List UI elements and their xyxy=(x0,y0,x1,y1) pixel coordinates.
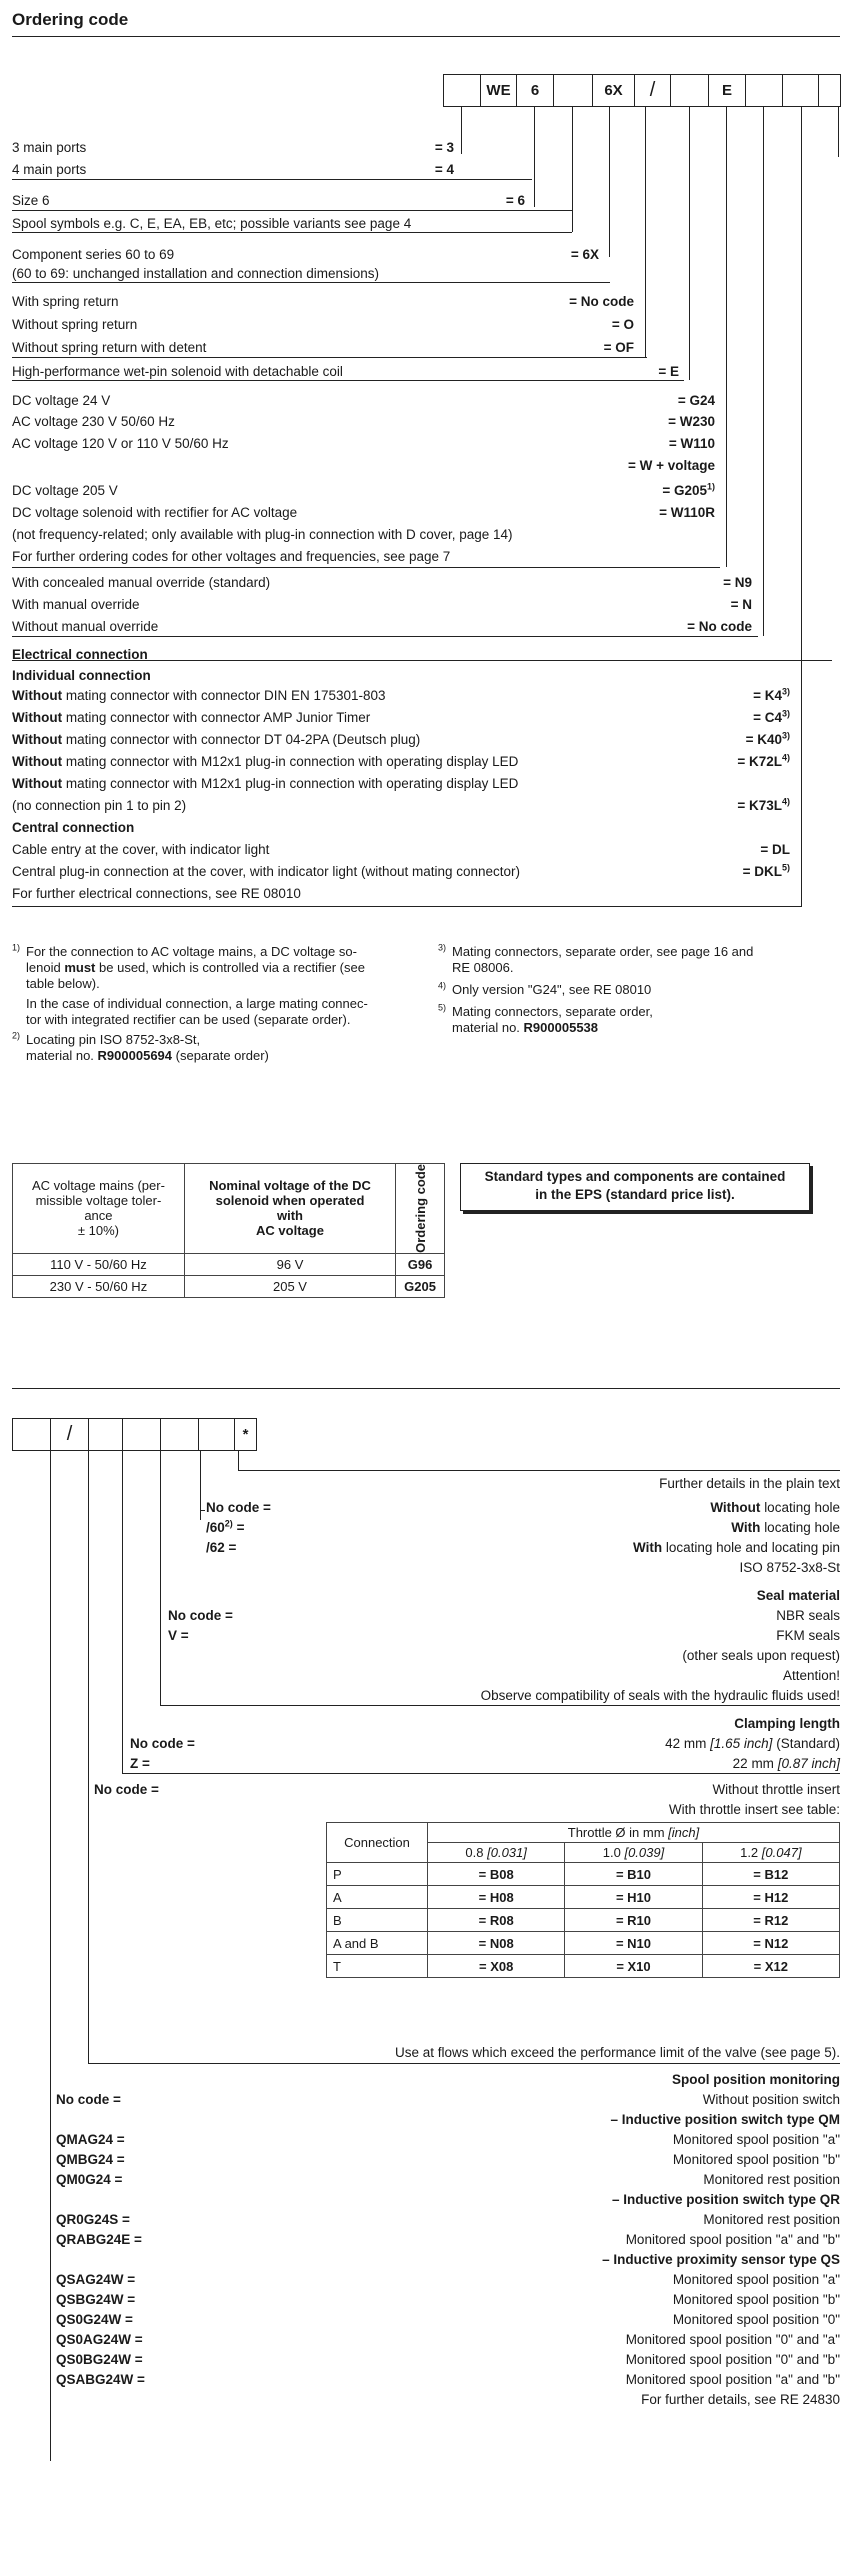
footnote-1d: In the case of individual connection, a large mating connec- xyxy=(26,996,368,1011)
electrical-option-label: Without mating connector with connector DIN EN 175301-803 xyxy=(12,688,386,703)
throttle-cell: = N10 xyxy=(565,1932,702,1955)
footnote-1e: tor with integrated rectifier can be used (separate order). xyxy=(26,1012,351,1027)
locating-desc: Without locating hole xyxy=(710,1500,840,1515)
electrical-option-label: Without mating connector with connector DT 04-2PA (Deutsch plug) xyxy=(12,732,421,747)
code-option-label: With manual override xyxy=(12,597,140,612)
connector-line xyxy=(689,107,690,380)
code-box xyxy=(12,1418,51,1451)
code-option-value: = W110R xyxy=(659,505,715,520)
code-option-label: (60 to 69: unchanged installation and connection dimensions) xyxy=(12,266,379,281)
code-option-value: = N9 xyxy=(723,575,752,590)
spm-desc: Monitored rest position xyxy=(703,2212,840,2227)
electrical-option-label: Central plug-in connection at the cover, with indicator light (without mating connector) xyxy=(12,864,521,879)
throttle-cell: T xyxy=(327,1955,428,1978)
locating-code: /62 = xyxy=(206,1540,237,1555)
seal-desc: NBR seals xyxy=(776,1608,840,1623)
footnote-3b: RE 08006. xyxy=(452,960,514,975)
throttle-code: No code = xyxy=(94,1782,159,1797)
code-option-label: DC voltage 24 V xyxy=(12,393,111,408)
throttle-cell: = H12 xyxy=(702,1886,839,1909)
connector-line xyxy=(801,660,802,906)
spm-code: QMBG24 = xyxy=(56,2152,125,2167)
seal-code: No code = xyxy=(168,1608,233,1623)
throttle-cell: = B08 xyxy=(428,1863,565,1886)
throttle-cell: = X08 xyxy=(428,1955,565,1978)
footnote-ref: 3) xyxy=(781,708,790,719)
spm-group-heading: – Inductive position switch type QM xyxy=(610,2112,840,2127)
spm-desc: Monitored spool position "a" and "b" xyxy=(625,2372,840,2387)
table-row xyxy=(327,1863,840,1886)
code-option-label: With spring return xyxy=(12,294,119,309)
throttle-cell: A and B xyxy=(327,1932,428,1955)
footnote-2b: material no. R900005694 (separate order) xyxy=(26,1048,269,1063)
electrical-option-note: (no connection pin 1 to pin 2) xyxy=(12,798,187,813)
connector-line xyxy=(461,107,462,154)
seal-code: V = xyxy=(168,1628,189,1643)
throttle-note: Use at flows which exceed the performance limit of the valve (see page 5). xyxy=(395,2045,840,2060)
spm-desc: Monitored rest position xyxy=(703,2172,840,2187)
ac-table-header-mains: AC voltage mains (per- missible voltage toler- ance ± 10%) xyxy=(13,1164,185,1254)
footnote-ref: 4) xyxy=(781,796,790,807)
footnote-marker: 2) xyxy=(12,1030,21,1041)
code-option-label: AC voltage 120 V or 110 V 50/60 Hz xyxy=(12,436,229,451)
footnote-marker: 3) xyxy=(438,942,447,953)
electrical-option-code: = $K72L^{4)}$ xyxy=(737,752,790,769)
spm-code: QS0BG24W = xyxy=(56,2352,143,2367)
footnote-3a: Mating connectors, separate order, see page 16 and xyxy=(452,944,754,959)
footnote-5b: material no. R900005538 xyxy=(452,1020,599,1035)
locating-code: No code = xyxy=(206,1500,271,1515)
electrical-option-code: = $K40^{3)}$ xyxy=(745,730,790,747)
electrical-option-label: Without mating connector with M12x1 plug-in connection with operating display LED xyxy=(12,776,519,791)
code-option-label: 4 main ports xyxy=(12,162,87,177)
spm-code: QR0G24S = xyxy=(56,2212,130,2227)
throttle-cell: B xyxy=(327,1909,428,1932)
throttle-cell: = H10 xyxy=(565,1886,702,1909)
further-plain-text: Further details in the plain text xyxy=(659,1476,840,1491)
group-rule xyxy=(12,179,532,180)
footnote-1a: For the connection to AC voltage mains, a DC voltage so- xyxy=(26,944,357,959)
group-rule xyxy=(238,1470,840,1471)
code-box: / xyxy=(634,74,671,107)
code-option-label: Size 6 xyxy=(12,193,50,208)
spm-desc: Monitored spool position "b" xyxy=(672,2292,840,2307)
electrical-option-code: = DL xyxy=(760,842,790,857)
connector-line xyxy=(801,107,802,660)
footnote-marker: 5) xyxy=(438,1002,447,1013)
code-option-value: = G24 xyxy=(677,393,715,408)
spm-desc: Without position switch xyxy=(702,2092,840,2107)
connector-line xyxy=(609,107,610,257)
throttle-cell: P xyxy=(327,1863,428,1886)
connector-line xyxy=(763,107,764,636)
code-box xyxy=(88,1418,123,1451)
ac-table-cell: 205 V xyxy=(184,1275,395,1297)
spm-desc: Monitored spool position "a" and "b" xyxy=(625,2232,840,2247)
code-option-label: Component series 60 to 69 xyxy=(12,247,175,262)
throttle-table xyxy=(326,1822,840,1978)
code-box xyxy=(553,74,593,107)
connector-line xyxy=(88,1451,89,2063)
spm-code: QS0AG24W = xyxy=(56,2332,143,2347)
code-option-label: Without manual override xyxy=(12,619,159,634)
throttle-cell: = X10 xyxy=(565,1955,702,1978)
electrical-option-code: = $K4^{3)}$ xyxy=(753,686,790,703)
footnote-2a: Locating pin ISO 8752-3x8-St, xyxy=(26,1032,201,1047)
throttle-table-header: Connection xyxy=(327,1823,428,1863)
group-rule xyxy=(12,636,758,637)
section-heading: Electrical connection xyxy=(12,647,148,662)
code-option-value: = OF xyxy=(603,340,634,355)
ac-table-cell: 230 V - 50/60 Hz xyxy=(13,1275,185,1297)
code-option-label: DC voltage solenoid with rectifier for AC voltage xyxy=(12,505,298,520)
throttle-size: 1.0 [0.039] xyxy=(565,1843,702,1863)
spm-code: QSBG24W = xyxy=(56,2292,136,2307)
locating-desc: With locating hole and locating pin xyxy=(632,1540,840,1555)
attention-note: Attention! xyxy=(782,1668,840,1683)
code-option-value: = O xyxy=(611,317,634,332)
ac-table-cell: 110 V - 50/60 Hz xyxy=(13,1253,185,1275)
throttle-cell: = B10 xyxy=(565,1863,702,1886)
group-rule xyxy=(122,1773,840,1774)
code-box xyxy=(745,74,783,107)
code-option-label: With concealed manual override (standard) xyxy=(12,575,271,590)
code-option-label: DC voltage 205 V xyxy=(12,483,118,498)
connector-line xyxy=(534,107,535,207)
code-option-value: = W230 xyxy=(668,414,715,429)
footnote-5a: Mating connectors, separate order, xyxy=(452,1004,653,1019)
code-option-value: = No code xyxy=(687,619,752,634)
spm-further: For further details, see RE 24830 xyxy=(641,2392,840,2407)
code-box xyxy=(443,74,481,107)
code-option-value: = $G205^{1)}$ xyxy=(662,481,715,498)
code-box xyxy=(160,1418,199,1451)
spm-code: No code = xyxy=(56,2092,121,2107)
ac-table-header-code: Ordering code xyxy=(396,1164,445,1254)
code-option-label: Without spring return xyxy=(12,317,138,332)
connector-line xyxy=(160,1451,161,1705)
footnote-1b: lenoid must be used, which is controlled via a rectifier (see xyxy=(26,960,365,975)
code-box: 6 xyxy=(516,74,554,107)
code-option-label: AC voltage 230 V 50/60 Hz xyxy=(12,414,175,429)
code-option-value: = 6 xyxy=(505,193,525,208)
ac-table-cell: G96 xyxy=(396,1253,445,1275)
connector-line xyxy=(122,1451,123,1773)
group-rule xyxy=(88,2063,840,2064)
connector-line xyxy=(572,107,573,232)
throttle-cell: = X12 xyxy=(702,1955,839,1978)
group-rule xyxy=(12,282,610,283)
code-box: * xyxy=(234,1418,257,1451)
section-heading: Clamping length xyxy=(734,1716,840,1731)
subsection-heading: Central connection xyxy=(12,820,135,835)
code-box: WE xyxy=(480,74,517,107)
spm-desc: Monitored spool position "b" xyxy=(672,2152,840,2167)
code-box xyxy=(818,74,841,107)
throttle-size: 1.2 [0.047] xyxy=(702,1843,839,1863)
clamp-code: No code = xyxy=(130,1736,195,1751)
code-option-value: = 3 xyxy=(434,140,454,155)
footnote-ref: 4) xyxy=(781,752,790,763)
section-divider xyxy=(12,1388,840,1389)
electrical-option-code: = $K73L^{4)}$ xyxy=(737,796,790,813)
electrical-option-label: Without mating connector with connector AMP Junior Timer xyxy=(12,710,371,725)
table-row xyxy=(327,1886,840,1909)
section-heading: Spool position monitoring xyxy=(672,2072,840,2087)
seal-desc: FKM seals xyxy=(776,1628,840,1643)
code-box: E xyxy=(708,74,746,107)
footnote-ref: 5) xyxy=(781,862,790,873)
ac-table-cell: 96 V xyxy=(184,1253,395,1275)
spm-group-heading: – Inductive position switch type QR xyxy=(611,2192,840,2207)
throttle-cell: A xyxy=(327,1886,428,1909)
spm-desc: Monitored spool position "0" and "b" xyxy=(625,2352,840,2367)
spm-desc: Monitored spool position "a" xyxy=(672,2132,840,2147)
footnote-ref: 3) xyxy=(781,730,790,741)
footnote-4: Only version "G24", see RE 08010 xyxy=(452,982,652,997)
throttle-desc: Without throttle insert xyxy=(712,1782,840,1797)
page-title: Ordering code xyxy=(12,10,129,29)
electrical-option-code: = $DKL^{5)}$ xyxy=(742,862,790,879)
throttle-size: 0.8 [0.031] xyxy=(428,1843,565,1863)
code-option-value: = N xyxy=(730,597,752,612)
eps-note-box: Standard types and components are contained in the EPS (standard price list). xyxy=(460,1163,810,1211)
code-option-label: 3 main ports xyxy=(12,140,87,155)
spm-desc: Monitored spool position "0" and "a" xyxy=(625,2332,840,2347)
code-option-label: Spool symbols e.g. C, E, EA, EB, etc; possible variants see page 4 xyxy=(12,216,412,231)
throttle-cell: = R12 xyxy=(702,1909,839,1932)
locating-code: /60$^{2)}$ = xyxy=(206,1518,245,1535)
code-option-value: = W + voltage xyxy=(627,458,715,473)
code-option-label: (not frequency-related; only available with plug-in connection with D cover, page 14) xyxy=(12,527,513,542)
footnote-1c: table below). xyxy=(26,976,100,991)
footnote-ref: 3) xyxy=(781,686,790,697)
clamp-desc: 22 mm [0.87 inch] xyxy=(732,1756,840,1771)
connector-line xyxy=(238,1451,239,1470)
footnote-ref: 1) xyxy=(706,481,715,492)
code-box: 6X xyxy=(592,74,635,107)
group-rule xyxy=(12,380,684,381)
code-option-value: = W110 xyxy=(668,436,715,451)
code-box: / xyxy=(50,1418,89,1451)
code-option-value: = No code xyxy=(569,294,634,309)
code-box xyxy=(782,74,819,107)
group-rule xyxy=(12,357,647,358)
spm-code: QSABG24W = xyxy=(56,2372,145,2387)
code-box xyxy=(198,1418,235,1451)
ac-table-header-nominal: Nominal voltage of the DC solenoid when operated with AC voltage xyxy=(184,1164,395,1254)
spm-code: QSAG24W = xyxy=(56,2272,136,2287)
connector-line xyxy=(645,107,646,357)
electrical-option-label: Without mating connector with M12x1 plug-in connection with operating display LED xyxy=(12,754,519,769)
electrical-further-note: For further electrical connections, see RE 08010 xyxy=(12,886,301,901)
table-row xyxy=(327,1932,840,1955)
title-rule xyxy=(12,36,840,37)
electrical-option-label: Cable entry at the cover, with indicator light xyxy=(12,842,270,857)
code-option-label: Without spring return with detent xyxy=(12,340,207,355)
throttle-cell: = N12 xyxy=(702,1932,839,1955)
table-row xyxy=(327,1909,840,1932)
table-row xyxy=(327,1955,840,1978)
code-option-value: = 6X xyxy=(570,247,599,262)
subsection-heading: Individual connection xyxy=(12,668,151,683)
group-rule xyxy=(12,210,572,211)
connector-line xyxy=(838,107,839,157)
throttle-cell: = H08 xyxy=(428,1886,565,1909)
clamp-code: Z = xyxy=(130,1756,150,1771)
code-box xyxy=(122,1418,161,1451)
code-option-label: For further ordering codes for other voltages and frequencies, see page 7 xyxy=(12,549,451,564)
attention-note: Observe compatibility of seals with the hydraulic fluids used! xyxy=(480,1688,840,1703)
spm-code: QMAG24 = xyxy=(56,2132,125,2147)
code-box xyxy=(670,74,709,107)
spm-code: QRABG24E = xyxy=(56,2232,142,2247)
throttle-table-header: Throttle Ø in mm [inch] xyxy=(428,1823,840,1843)
group-rule xyxy=(12,906,802,907)
locating-desc: With locating hole xyxy=(731,1520,840,1535)
seal-note: (other seals upon request) xyxy=(682,1648,840,1663)
ac-table-cell: G205 xyxy=(396,1275,445,1297)
throttle-cell: = R10 xyxy=(565,1909,702,1932)
group-rule xyxy=(12,567,720,568)
spm-group-heading: – Inductive proximity sensor type QS xyxy=(602,2252,840,2267)
footnote-marker: 1) xyxy=(12,942,21,953)
connector-line xyxy=(50,1451,51,2461)
clamp-desc: 42 mm [1.65 inch] (Standard) xyxy=(665,1736,840,1751)
electrical-option-code: = $C4^{3)}$ xyxy=(753,708,790,725)
throttle-cell: = N08 xyxy=(428,1932,565,1955)
throttle-desc: With throttle insert see table: xyxy=(668,1802,840,1817)
connector-line xyxy=(726,107,727,567)
spm-desc: Monitored spool position "0" xyxy=(672,2312,840,2327)
section-heading: Seal material xyxy=(756,1588,840,1603)
tick xyxy=(200,1510,205,1511)
iso-note: ISO 8752-3x8-St xyxy=(739,1560,840,1575)
spm-code: QM0G24 = xyxy=(56,2172,123,2187)
spm-code: QS0G24W = xyxy=(56,2312,133,2327)
throttle-cell: = R08 xyxy=(428,1909,565,1932)
spm-desc: Monitored spool position "a" xyxy=(672,2272,840,2287)
code-option-value: = E xyxy=(658,364,679,379)
code-option-label: High-performance wet-pin solenoid with detachable coil xyxy=(12,364,343,379)
footnote-marker: 4) xyxy=(438,980,447,991)
group-rule xyxy=(160,1705,840,1706)
code-option-value: = 4 xyxy=(434,162,454,177)
group-rule xyxy=(12,232,572,233)
ac-voltage-table xyxy=(12,1163,445,1298)
throttle-cell: = B12 xyxy=(702,1863,839,1886)
